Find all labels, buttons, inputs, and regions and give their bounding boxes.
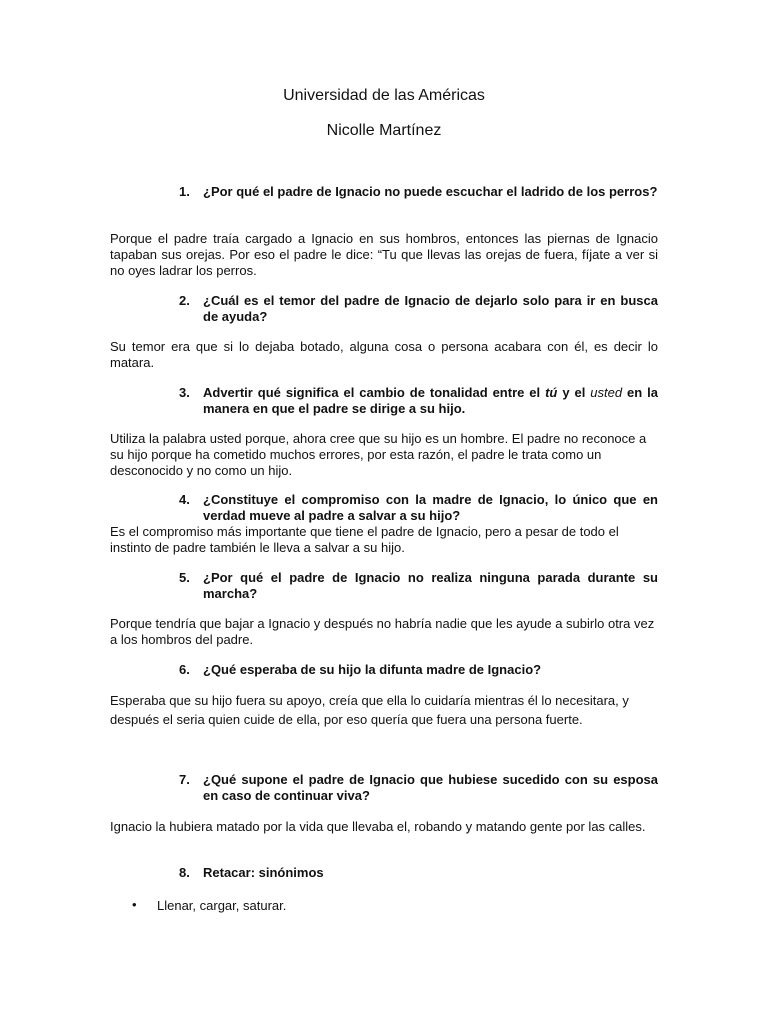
answer-6: Esperaba que su hijo fuera su apoyo, creía que ella lo cuidaría mientras él lo necesitara, y después el seria quien cuide de ella, por eso quería que fuera una persona fuerte.	[110, 693, 629, 727]
question-text: Retacar: sinónimos	[203, 865, 324, 880]
question-text: ¿Qué esperaba de su hijo la difunta madre de Ignacio?	[203, 662, 542, 677]
question-text: ¿Qué supone el padre de Ignacio que hubiese sucedido con su esposa en caso de continuar viva?	[203, 772, 658, 803]
answer-7: Ignacio la hubiera matado por la vida que llevaba el, robando y matando gente por las calles.	[110, 819, 646, 834]
question-number: 8.	[179, 865, 190, 880]
question-text-tu: tú	[545, 385, 558, 400]
question-number: 1.	[179, 184, 190, 199]
question-text: ¿Por qué el padre de Ignacio no realiza ninguna parada durante su marcha?	[203, 570, 658, 601]
author-name: Nicolle Martínez	[326, 122, 442, 139]
question-text: ¿Constituye el compromiso con la madre de Ignacio, lo único que en verdad mueve al padre a salvar a su hijo?	[203, 492, 658, 523]
question-text-part: en la manera en que el padre se dirige a su hijo.	[203, 385, 658, 416]
list-item: Llenar, cargar, saturar.	[157, 898, 287, 913]
answer-2: Su temor era que si lo dejaba botado, alguna cosa o persona acabara con él, es decir lo matara.	[110, 339, 658, 370]
question-text-usted: usted	[590, 385, 623, 400]
answer-3: Utiliza la palabra usted porque, ahora cree que su hijo es un hombre. El padre no reconoce a su hijo porque ha cometido muchos errores, por esta razón, el padre le trata como un desconocido y no como un hijo.	[110, 431, 647, 478]
question-number: 3.	[179, 385, 190, 400]
bullet-icon: •	[132, 897, 137, 912]
answer-4: Es el compromiso más importante que tiene el padre de Ignacio, pero a pesar de todo el instinto de padre también le lleva a salvar a su hijo.	[110, 524, 619, 555]
answer-5: Porque tendría que bajar a Ignacio y después no habría nadie que les ayude a subirlo otra vez a los hombros del padre.	[110, 616, 655, 647]
question-number: 4.	[179, 492, 190, 507]
question-text-part: y el	[557, 385, 591, 400]
question-text: ¿Cuál es el temor del padre de Ignacio de dejarlo solo para ir en busca de ayuda?	[203, 293, 658, 324]
university-heading: Universidad de las Américas	[283, 87, 485, 104]
question-text-part: Advertir qué significa el cambio de tonalidad entre el	[203, 385, 546, 400]
question-text	[203, 385, 658, 417]
question-number: 6.	[179, 662, 190, 677]
answer-1: Porque el padre traía cargado a Ignacio en sus hombros, entonces las piernas de Ignacio tapaban sus orejas. Por eso el padre le dice: “Tu que llevas las orejas de fuera, fíjate a ver si no oyes ladrar los perros.	[110, 231, 658, 278]
question-number: 5.	[179, 570, 190, 585]
question-text: ¿Por qué el padre de Ignacio no puede escuchar el ladrido de los perros?	[203, 184, 658, 199]
question-number: 7.	[179, 772, 190, 787]
question-number: 2.	[179, 293, 190, 308]
